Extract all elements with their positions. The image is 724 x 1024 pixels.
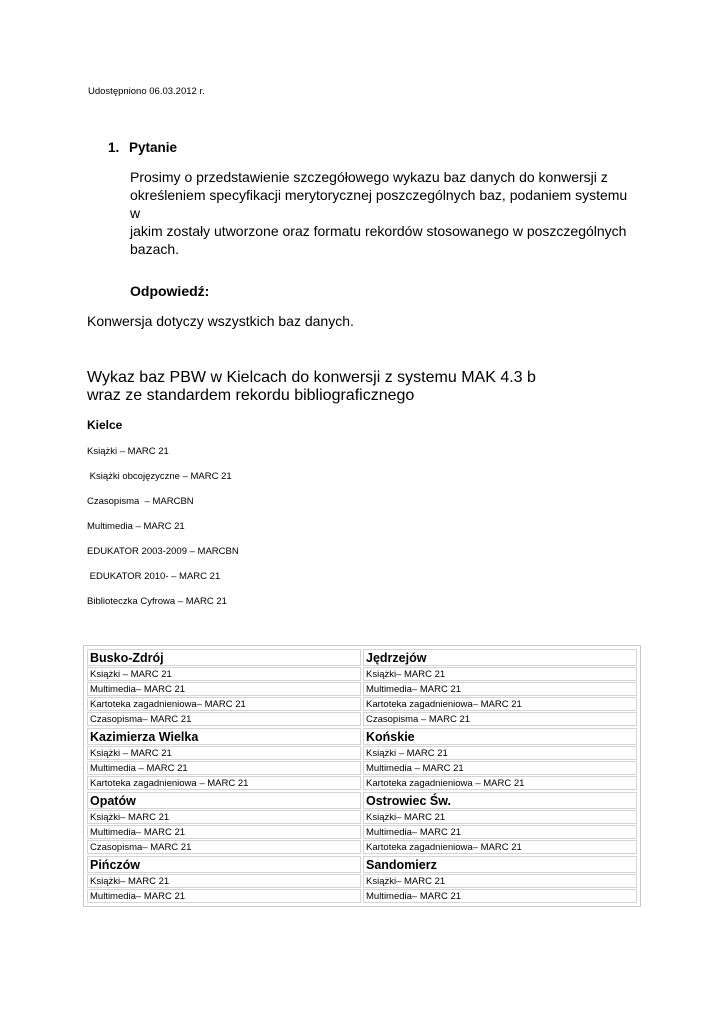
branch-item: Książki– MARC 21 <box>363 810 637 824</box>
kielce-item: EDUKATOR 2003-2009 – MARCBN <box>87 546 239 557</box>
branch-name: Kazimierza Wielka <box>87 728 361 745</box>
branch-item: Kartoteka zagadnieniowa– MARC 21 <box>87 697 361 711</box>
question-body <box>130 168 630 258</box>
branch-item: Czasopisma– MARC 21 <box>87 840 361 854</box>
question-line: bazach. <box>130 241 180 257</box>
branch-item: Czasopisma– MARC 21 <box>87 712 361 726</box>
kielce-list <box>87 446 239 621</box>
branch-name: Busko-Zdrój <box>87 649 361 666</box>
branch-item: Czasopisma – MARC 21 <box>363 712 637 726</box>
branch-row <box>86 727 638 791</box>
kielce-item: Biblioteczka Cyfrowa – MARC 21 <box>87 596 227 607</box>
branch-ostrowiec <box>362 791 638 855</box>
kielce-item: Książki – MARC 21 <box>87 446 169 457</box>
question-line: jakim zostały utworzone oraz formatu rekordów stosowanego w poszczególnych <box>130 223 627 239</box>
branch-name: Końskie <box>363 728 637 745</box>
branch-item: Multimedia– MARC 21 <box>363 682 637 696</box>
branch-item: Kartoteka zagadnieniowa – MARC 21 <box>87 776 361 790</box>
answer-label: Odpowiedź: <box>130 283 210 299</box>
branch-name: Ostrowiec Św. <box>363 792 637 809</box>
branch-item: Książki– MARC 21 <box>363 667 637 681</box>
wykaz-title-line: wraz ze standardem rekordu bibliograficznego <box>87 387 415 404</box>
branch-item: Książki – MARC 21 <box>87 746 361 760</box>
branch-name: Jędrzejów <box>363 649 637 666</box>
branch-sandomierz <box>362 855 638 904</box>
branch-item: Multimedia – MARC 21 <box>363 761 637 775</box>
branch-item: Multimedia– MARC 21 <box>87 889 361 903</box>
branch-item: Kartoteka zagadnieniowa– MARC 21 <box>363 697 637 711</box>
branch-kazimierza-wielka <box>86 727 362 791</box>
kielce-heading: Kielce <box>87 418 123 432</box>
branch-row <box>86 791 638 855</box>
branch-busko-zdroj <box>86 648 362 727</box>
branch-opatow <box>86 791 362 855</box>
branch-item: Multimedia– MARC 21 <box>363 889 637 903</box>
branch-row <box>86 648 638 727</box>
branch-item: Książki– MARC 21 <box>87 810 361 824</box>
question-line: określeniem specyfikacji merytorycznej poszczególnych baz, podaniem systemu w <box>130 187 628 221</box>
kielce-item: Książki obcojęzyczne – MARC 21 <box>87 471 232 482</box>
branch-name: Opatów <box>87 792 361 809</box>
branch-jedrzejow <box>362 648 638 727</box>
question-heading <box>108 140 177 155</box>
answer-text: Konwersja dotyczy wszystkich baz danych. <box>87 313 354 329</box>
branch-item: Książki– MARC 21 <box>87 874 361 888</box>
branch-item: Książki – MARC 21 <box>87 667 361 681</box>
branch-item: Multimedia – MARC 21 <box>87 761 361 775</box>
wykaz-title <box>87 369 607 405</box>
kielce-item: Multimedia – MARC 21 <box>87 521 185 532</box>
branches-table <box>83 645 641 907</box>
branch-item: Kartoteka zagadnieniowa – MARC 21 <box>363 776 637 790</box>
branch-pinczow <box>86 855 362 904</box>
branch-item: Kartoteka zagadnieniowa– MARC 21 <box>363 840 637 854</box>
wykaz-title-line: Wykaz baz PBW w Kielcach do konwersji z systemu MAK 4.3 b <box>87 369 536 386</box>
branch-konskie <box>362 727 638 791</box>
branch-row <box>86 855 638 904</box>
branch-item: Multimedia– MARC 21 <box>363 825 637 839</box>
question-line: Prosimy o przedstawienie szczegółowego wykazu baz danych do konwersji z <box>130 169 608 185</box>
branch-item: Multimedia– MARC 21 <box>87 825 361 839</box>
branch-item: Książki – MARC 21 <box>363 746 637 760</box>
kielce-item: Czasopisma – MARCBN <box>87 496 194 507</box>
question-heading-label: Pytanie <box>129 140 178 155</box>
branch-name: Pińczów <box>87 856 361 873</box>
kielce-item: EDUKATOR 2010- – MARC 21 <box>87 571 221 582</box>
question-number: 1. <box>108 140 120 155</box>
branch-item: Książki– MARC 21 <box>363 874 637 888</box>
shared-date: Udostępniono 06.03.2012 r. <box>88 86 205 97</box>
branch-item: Multimedia– MARC 21 <box>87 682 361 696</box>
branch-name: Sandomierz <box>363 856 637 873</box>
